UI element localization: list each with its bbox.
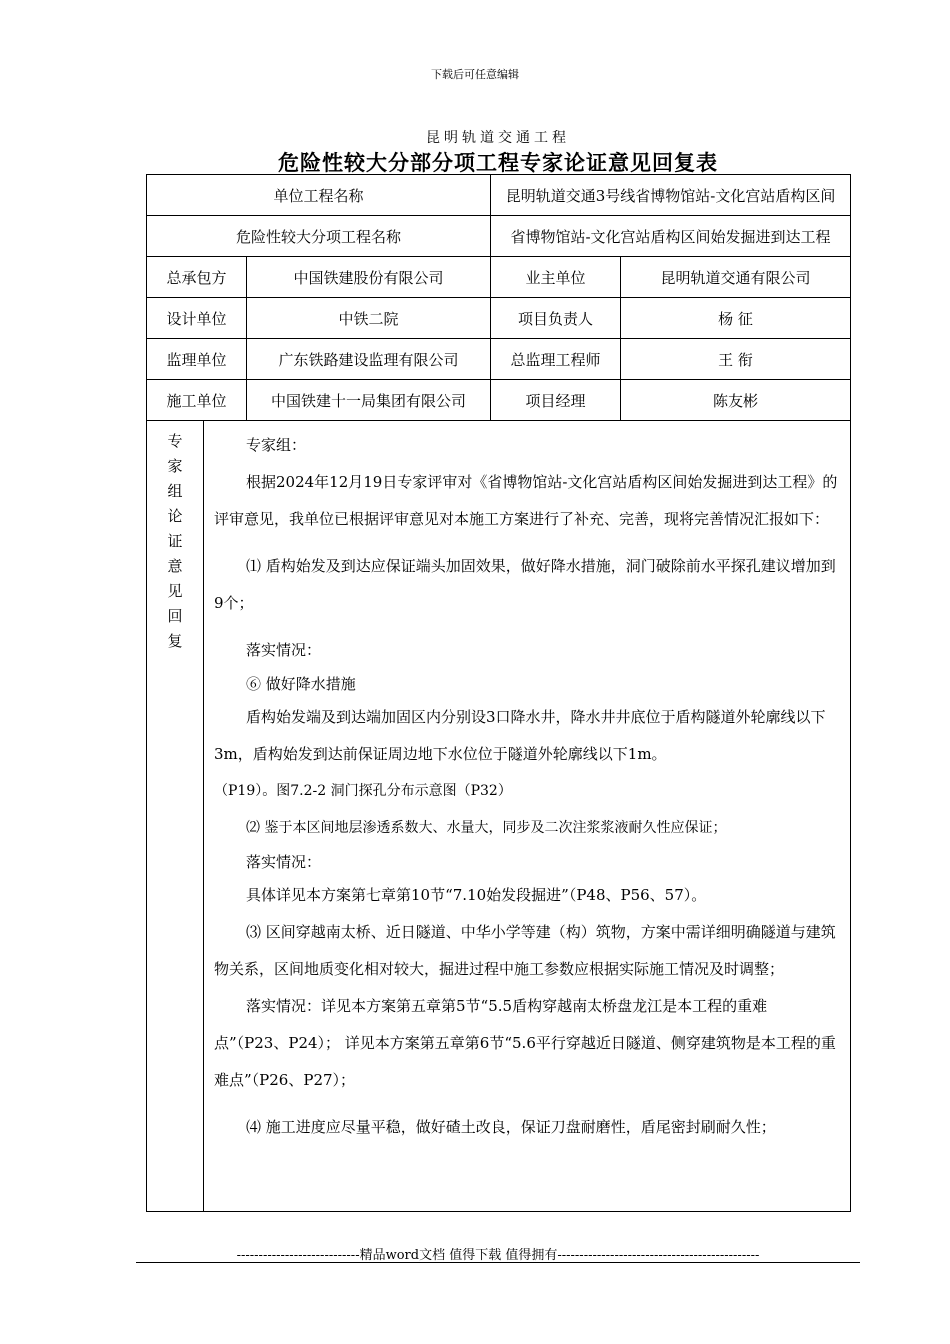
project-leader-value: 杨 征 [621, 298, 851, 339]
content-paragraph: 具体详见本方案第七章第10节“7.10始发段掘进”（P48、P56、57）。 [246, 886, 707, 904]
hazard-project-label: 危险性较大分项工程名称 [147, 216, 491, 257]
table-row [147, 257, 851, 298]
reply-content [204, 421, 851, 1212]
content-paragraph: ⑥ 做好降水措施 [246, 675, 356, 693]
side-label-text: 专家组论证意见回复 [167, 432, 183, 650]
expert-opinion-side-label [147, 421, 204, 1212]
supervision-unit-label: 监理单位 [147, 339, 247, 380]
design-unit-value: 中铁二院 [247, 298, 491, 339]
construction-unit-value: 中国铁建十一局集团有限公司 [247, 380, 491, 421]
general-contractor-label: 总承包方 [147, 257, 247, 298]
supervision-unit-value: 广东铁路建设监理有限公司 [247, 339, 491, 380]
project-manager-label: 项目经理 [491, 380, 621, 421]
content-paragraph: （P19）。图7.2-2 洞门探孔分布示意图（P32） [214, 783, 512, 799]
construction-unit-label: 施工单位 [147, 380, 247, 421]
design-unit-label: 设计单位 [147, 298, 247, 339]
footer-divider [136, 1262, 860, 1263]
document-subtitle: 昆明轨道交通工程 [426, 130, 570, 146]
general-contractor-value: 中国铁建股份有限公司 [247, 257, 491, 298]
table-row [147, 216, 851, 257]
footer-text: ----------------------------精品word文档 值得下载 值得拥有---------------------------------------------- [236, 1248, 760, 1263]
project-manager-value: 陈友彬 [621, 380, 851, 421]
content-paragraph: ⑵ 鉴于本区间地层渗透系数大、水量大，同步及二次注浆浆液耐久性应保证； [246, 820, 727, 836]
content-paragraph: 落实情况：详见本方案第五章第5节“5.5盾构穿越南太桥盘龙江是本工程的重难点”（P23、P24）； 详见本方案第五章第6节“5.6平行穿越近日隧道、侧穿建筑物是本工程的重难点”（P26、P27）； [214, 997, 836, 1089]
header-note: 下载后可任意编辑 [431, 68, 519, 81]
table-row [147, 380, 851, 421]
table-row [147, 298, 851, 339]
review-form-table [146, 174, 851, 1212]
document-title: 危险性较大分部分项工程专家论证意见回复表 [278, 151, 718, 175]
content-paragraph: ⑷ 施工进度应尽量平稳，做好碴土改良，保证刀盘耐磨性，盾尾密封刷耐久性； [246, 1118, 776, 1136]
content-paragraph: 盾构始发端及到达端加固区内分别设3口降水井，降水井井底位于盾构隧道外轮廓线以下3m，盾构始发到达前保证周边地下水位位于隧道外轮廓线以下1m。 [214, 708, 826, 763]
content-paragraph: 根据2024年12月19日专家评审对《省博物馆站-文化宫站盾构区间始发掘进到达工程》的评审意见，我单位已根据评审意见对本施工方案进行了补充、完善，现将完善情况汇报如下： [214, 473, 838, 528]
content-paragraph: 专家组： [246, 436, 307, 454]
project-leader-label: 项目负责人 [491, 298, 621, 339]
table-row [147, 175, 851, 216]
unit-project-label: 单位工程名称 [147, 175, 491, 216]
table-row [147, 421, 851, 1212]
owner-value: 昆明轨道交通有限公司 [621, 257, 851, 298]
table-row [147, 339, 851, 380]
content-paragraph: ⑶ 区间穿越南太桥、近日隧道、中华小学等建（构）筑物，方案中需详细明确隧道与建筑物关系，区间地质变化相对较大，掘进过程中施工参数应根据实际施工情况及时调整； [214, 923, 836, 978]
content-paragraph: 落实情况： [246, 853, 322, 871]
owner-label: 业主单位 [491, 257, 621, 298]
chief-supervisor-label: 总监理工程师 [491, 339, 621, 380]
hazard-project-value: 省博物馆站-文化宫站盾构区间始发掘进到达工程 [491, 216, 851, 257]
chief-supervisor-value: 王 衔 [621, 339, 851, 380]
content-paragraph: ⑴ 盾构始发及到达应保证端头加固效果，做好降水措施，洞门破除前水平探孔建议增加到9个； [214, 557, 836, 612]
unit-project-value: 昆明轨道交通3号线省博物馆站-文化宫站盾构区间 [491, 175, 851, 216]
content-paragraph: 落实情况： [246, 641, 322, 659]
